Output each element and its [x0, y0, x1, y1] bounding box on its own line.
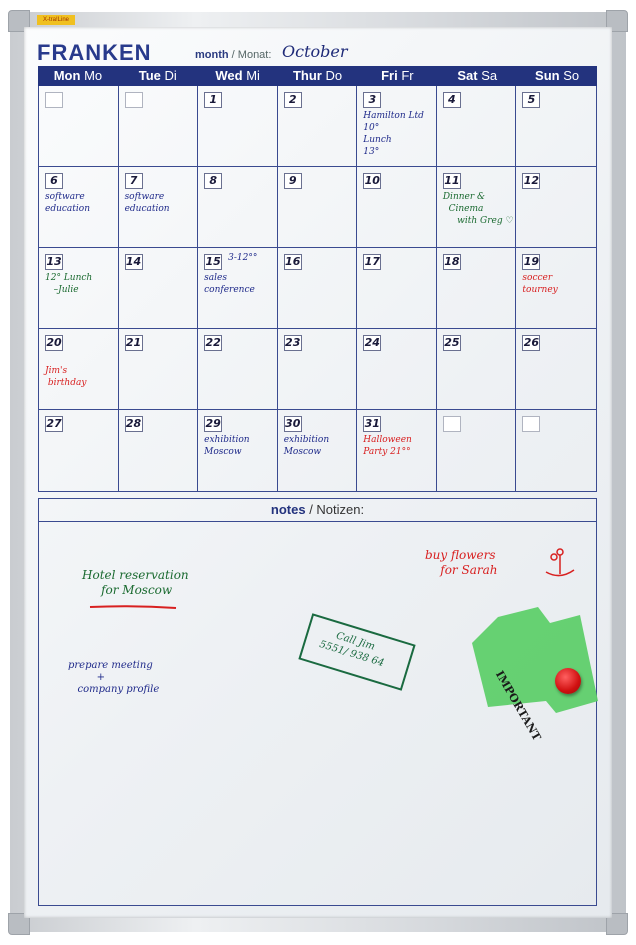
- day-cell[interactable]: [516, 86, 596, 167]
- red-magnet[interactable]: [555, 668, 581, 694]
- day-cell[interactable]: [278, 248, 358, 329]
- day-number: 18: [444, 255, 460, 268]
- day-cell[interactable]: [39, 86, 119, 167]
- day-number: [443, 416, 461, 432]
- weekday-de: So: [563, 68, 580, 83]
- day-cell[interactable]: [119, 86, 199, 167]
- day-cell[interactable]: [516, 410, 596, 491]
- month-label-de: / Monat:: [231, 49, 272, 61]
- day-number: 6: [45, 173, 63, 189]
- weekday-de: Mi: [246, 68, 260, 83]
- weekday-de: Di: [164, 68, 177, 83]
- day-number: [45, 92, 63, 108]
- day-cell[interactable]: [39, 329, 119, 410]
- weekday-sat: [437, 66, 517, 86]
- day-number: 28: [125, 417, 142, 430]
- brand-logo: FRANKEN: [37, 40, 152, 65]
- weekday-en: Tue: [138, 68, 161, 83]
- day-cell[interactable]: [39, 167, 119, 248]
- day-cell[interactable]: [357, 167, 437, 248]
- note-hotel-reservation: Hotel reservation for Moscow: [82, 568, 189, 597]
- day-cell[interactable]: [278, 329, 358, 410]
- weekday-de: Sa: [481, 68, 498, 83]
- day-number: 9: [284, 173, 302, 189]
- note-prepare-meeting: prepare meeting + company profile: [68, 660, 160, 695]
- weekday-en: Mon: [53, 68, 81, 83]
- day-number: 29: [205, 417, 221, 430]
- weekday-tue: [118, 66, 198, 86]
- month-value: October: [282, 42, 348, 61]
- day-cell[interactable]: [357, 410, 437, 491]
- day-number: 25: [444, 336, 460, 349]
- notes-heading: [39, 499, 596, 522]
- day-note: exhibition Moscow: [283, 435, 330, 457]
- day-cell[interactable]: [437, 248, 517, 329]
- day-note: Halloween Party 21°°: [363, 435, 412, 457]
- day-number: 5: [522, 92, 540, 108]
- day-number: 23: [285, 336, 301, 349]
- weekday-de: Fr: [401, 68, 414, 83]
- weekday-header: [38, 66, 597, 86]
- notes-label-de: / Notizen:: [309, 502, 365, 517]
- day-number: 8: [204, 173, 222, 189]
- day-number: 24: [364, 336, 380, 349]
- weekday-mon: [38, 66, 118, 86]
- day-cell[interactable]: [357, 248, 437, 329]
- day-number: 21: [125, 336, 142, 349]
- day-note: Dinner & Cinema with Greg ♡: [442, 192, 514, 226]
- day-cell[interactable]: [437, 410, 517, 491]
- day-cell[interactable]: [357, 86, 437, 167]
- weekday-sun: [517, 66, 597, 86]
- day-cell[interactable]: [39, 410, 119, 491]
- day-note: software education: [45, 192, 90, 214]
- flower-doodle-icon: [540, 544, 580, 584]
- day-cell[interactable]: [198, 167, 278, 248]
- month-label-en: month: [195, 49, 229, 61]
- day-number: 16: [285, 255, 301, 268]
- day-cell[interactable]: [516, 248, 596, 329]
- weekday-fri: [357, 66, 437, 86]
- weekday-wed: [198, 66, 278, 86]
- day-number: 7: [125, 173, 143, 189]
- day-cell[interactable]: [437, 167, 517, 248]
- day-cell[interactable]: [119, 329, 199, 410]
- day-note: Jim's birthday: [45, 366, 87, 388]
- day-number: 3: [363, 92, 381, 108]
- weekday-de: Do: [325, 68, 343, 83]
- day-note: exhibition Moscow: [204, 435, 250, 457]
- day-note: soccer tourney: [522, 273, 558, 295]
- day-cell[interactable]: [198, 248, 278, 329]
- month-label: [195, 49, 271, 61]
- day-number: [522, 416, 540, 432]
- day-cell[interactable]: [278, 410, 358, 491]
- day-number: 22: [205, 336, 221, 349]
- weekday-en: Sat: [457, 68, 478, 83]
- important-magnetic-note[interactable]: [468, 605, 598, 713]
- day-cell[interactable]: [437, 329, 517, 410]
- day-cell[interactable]: [119, 167, 199, 248]
- day-number: 12: [523, 174, 540, 187]
- day-number: 4: [443, 92, 461, 108]
- weekday-en: Thur: [292, 68, 322, 83]
- day-number: 17: [364, 255, 380, 268]
- day-number: 13: [46, 255, 62, 268]
- day-note: sales conference: [204, 273, 255, 295]
- weekday-de: Mo: [84, 68, 103, 83]
- day-cell[interactable]: [357, 329, 437, 410]
- day-number: 15: [205, 255, 221, 268]
- day-cell[interactable]: [516, 167, 596, 248]
- day-number: 27: [46, 417, 62, 430]
- day-note: Hamilton Ltd 10° Lunch 13°: [363, 111, 424, 157]
- day-note: 12° Lunch –Julie: [45, 273, 93, 295]
- day-note-time: 3-12°°: [228, 253, 258, 263]
- day-cell[interactable]: [198, 329, 278, 410]
- important-label: IMPORTANT: [492, 668, 544, 743]
- day-number: 20: [46, 336, 62, 349]
- stamp-text: Call Jim 5551/ 938 64: [318, 630, 386, 670]
- day-number: 19: [523, 255, 540, 268]
- day-number: 31: [364, 417, 380, 430]
- day-number: 1: [204, 92, 222, 108]
- product-sticker: X-tra!Line: [37, 15, 75, 25]
- day-cell[interactable]: [39, 248, 119, 329]
- day-number: 10: [364, 174, 380, 187]
- weekday-en: Fri: [381, 68, 398, 83]
- day-cell[interactable]: [119, 410, 199, 491]
- day-cell[interactable]: [437, 86, 517, 167]
- day-cell[interactable]: [198, 410, 278, 491]
- day-number: 26: [523, 336, 540, 349]
- day-number: 2: [284, 92, 302, 108]
- day-note: software education: [124, 192, 170, 214]
- notes-label: notes: [270, 502, 306, 517]
- weekday-thur: [278, 66, 358, 86]
- day-cell[interactable]: [278, 167, 358, 248]
- day-number: 11: [444, 174, 460, 187]
- day-cell[interactable]: [278, 86, 358, 167]
- day-cell[interactable]: [516, 329, 596, 410]
- day-number: 14: [125, 255, 142, 268]
- weekday-en: Sun: [535, 68, 560, 83]
- day-number: 30: [285, 417, 301, 430]
- day-cell[interactable]: [198, 86, 278, 167]
- calendar-grid: [38, 86, 597, 492]
- note-buy-flowers: buy flowers for Sarah: [425, 548, 498, 577]
- day-number: [125, 92, 143, 108]
- underline-scribble: [88, 604, 178, 610]
- weekday-en: Wed: [215, 68, 243, 83]
- day-cell[interactable]: [119, 248, 199, 329]
